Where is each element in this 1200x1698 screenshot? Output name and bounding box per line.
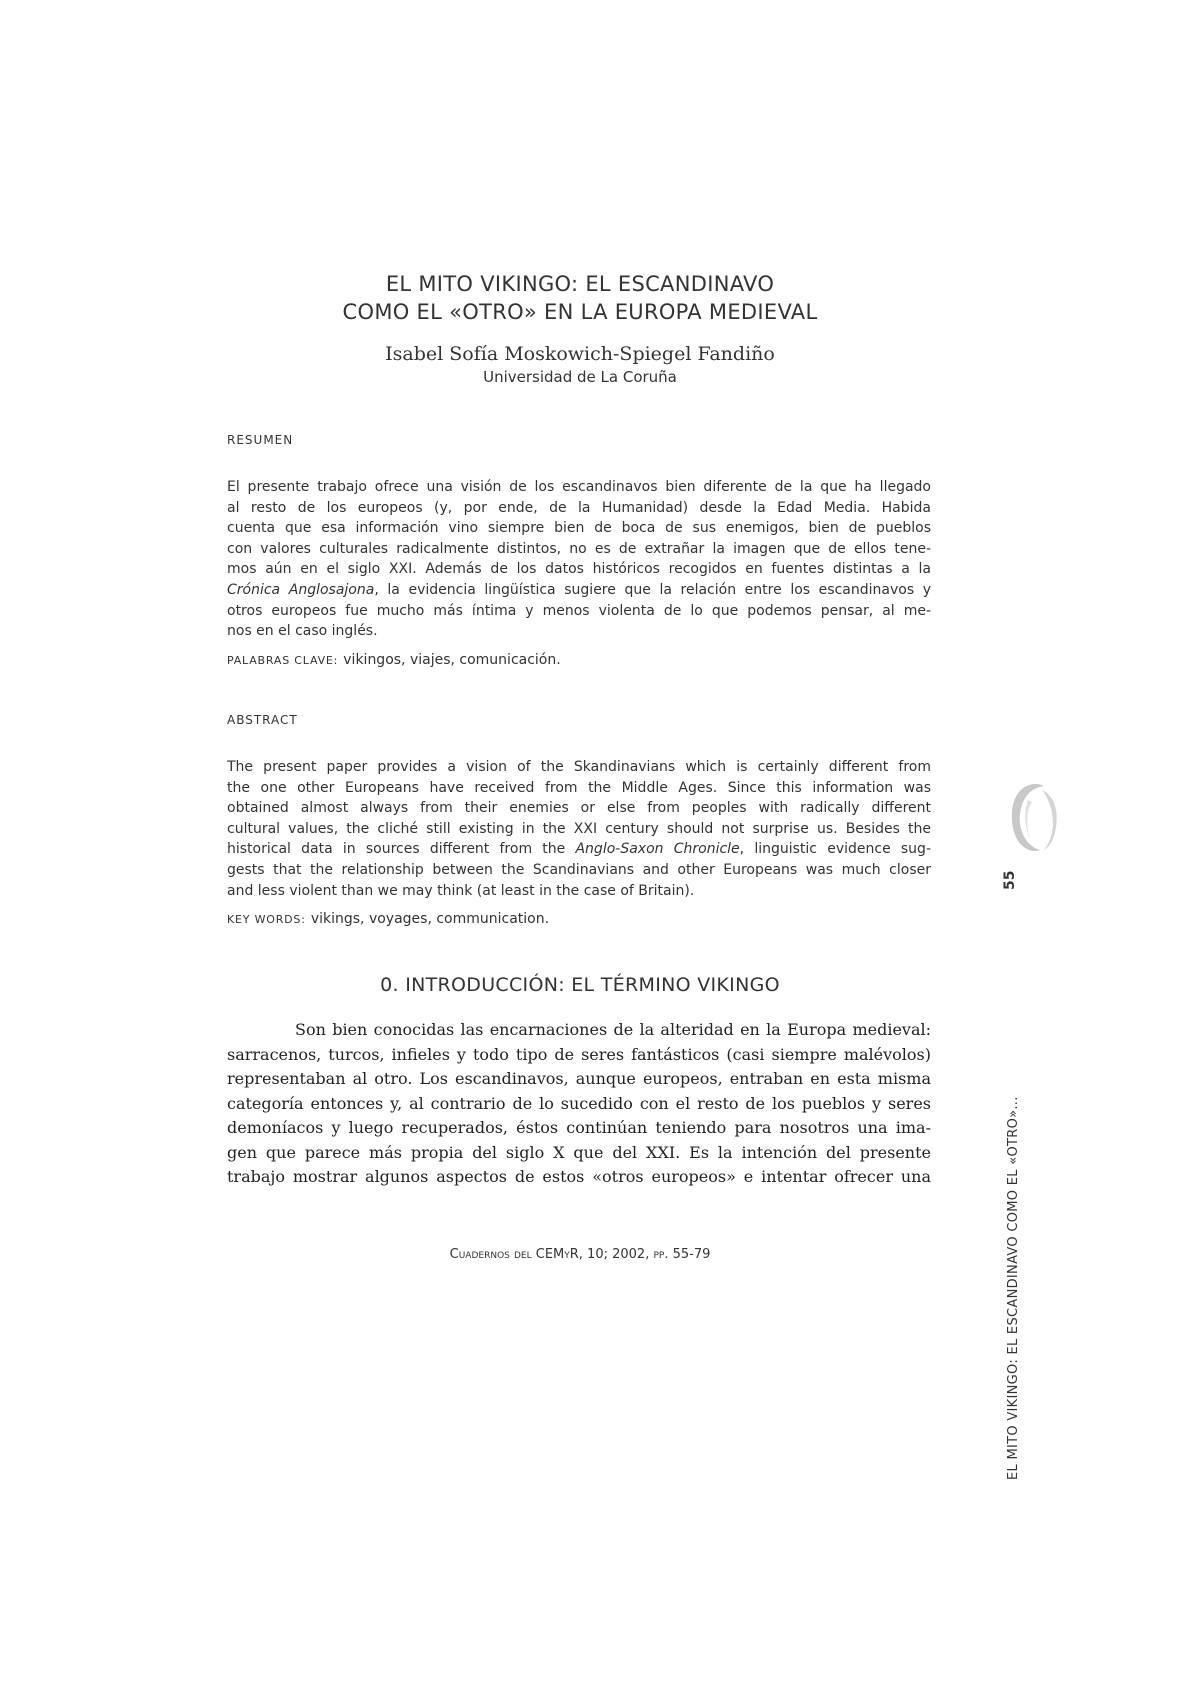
abstract-line: obtained almost always from their enemies or else from peoples with radically different (227, 800, 931, 817)
body-line: trabajo mostrar algunos aspectos de estos «otros europeos» e intentar ofrecer una (227, 1167, 931, 1186)
body-text (227, 1018, 931, 1190)
keywords-label: KEY WORDS: (227, 913, 306, 926)
resumen-line-italic: Crónica Anglosajona, la evidencia lingüística sugiere que la relación entre los escandinavos y (227, 581, 931, 598)
running-head: EL MITO VIKINGO: EL ESCANDINAVO COMO EL «OTRO»... (1006, 1096, 1021, 1480)
abstract-body (227, 757, 931, 901)
author-affiliation: Universidad de La Coruña (483, 368, 677, 386)
journal-footer: Cuadernos del CEMyR, 10; 2002, pp. 55-79 (449, 1247, 711, 1262)
resumen-label: RESUMEN (227, 433, 294, 447)
keywords-label: PALABRAS CLAVE: (227, 654, 339, 667)
resumen-line: cuenta que esa información vino siempre bien de boca de sus enemigos, bien de pueblos (227, 520, 931, 537)
resumen-line: con valores culturales radicalmente distintos, no es de extrañar la imagen que de ellos tene- (227, 540, 931, 557)
resumen-line: El presente trabajo ofrece una visión de los escandinavos bien diferente de la que ha llegado (227, 479, 931, 495)
abstract-label: ABSTRACT (227, 713, 298, 727)
body-line: categoría entonces y, al contrario de lo sucedido con el resto de los pueblos y seres (227, 1093, 931, 1113)
resumen-line: mos aún en el siglo XXI. Además de los datos históricos recogidos en fuentes distintas a la (227, 561, 931, 578)
body-line: Son bien conocidas las encarnaciones de la alteridad en la Europa medieval: (295, 1020, 931, 1039)
paper-title-line-2: COMO EL «OTRO» EN LA EUROPA MEDIEVAL (342, 300, 818, 324)
section-heading: 0. INTRODUCCIÓN: EL TÉRMINO VIKINGO (380, 974, 780, 996)
italic-title: Crónica Anglosajona (227, 581, 375, 598)
abstract-keywords (227, 908, 549, 927)
resumen-line: al resto de los europeos (y, por ende, de la Humanidad) desde la Edad Media. Habida (227, 499, 931, 516)
journal-logo-icon (1004, 780, 1064, 860)
paper-title-line-1: EL MITO VIKINGO: EL ESCANDINAVO (385, 272, 775, 296)
abstract-line: The present paper provides a vision of the Skandinavians which is certainly different from (227, 759, 931, 775)
italic-title: Anglo-Saxon Chronicle (575, 841, 740, 858)
keywords-text: vikingos, viajes, comunicación. (343, 652, 561, 668)
abstract-line: the one other Europeans have received from the Middle Ages. Since this information was (227, 779, 931, 796)
resumen-line: otros europeos fue mucho más íntima y menos violenta de lo que podemos pensar, al me- (227, 602, 931, 619)
author-name: Isabel Sofía Moskowich-Spiegel Fandiño (385, 343, 775, 365)
body-line: gen que parece más propia del siglo X que del XXI. Es la intención del presente (227, 1142, 931, 1162)
abstract-line: and less violent than we may think (at least in the case of Britain). (227, 882, 695, 899)
resumen-body (227, 477, 931, 642)
abstract-line: cultural values, the cliché still existing in the XXI century should not surprise us. Besides the (227, 820, 931, 837)
page-number: 55 (1002, 870, 1018, 890)
abstract-line-italic: historical data in sources different from the Anglo-Saxon Chronicle, linguistic evidence sug- (227, 841, 931, 858)
body-line: demoníacos y luego recuperados, éstos continúan teniendo para nosotros una ima- (227, 1118, 931, 1137)
resumen-line: nos en el caso inglés. (227, 623, 378, 640)
body-line: representaban al otro. Los escandinavos, aunque europeos, entraban en esta misma (227, 1069, 931, 1088)
resumen-keywords (227, 649, 561, 668)
keywords-text: vikings, voyages, communication. (310, 911, 550, 927)
abstract-line: gests that the relationship between the Scandinavians and other Europeans was much closer (227, 861, 931, 878)
body-line: sarracenos, turcos, infieles y todo tipo de seres fantásticos (casi siempre malévolos) (227, 1044, 931, 1064)
